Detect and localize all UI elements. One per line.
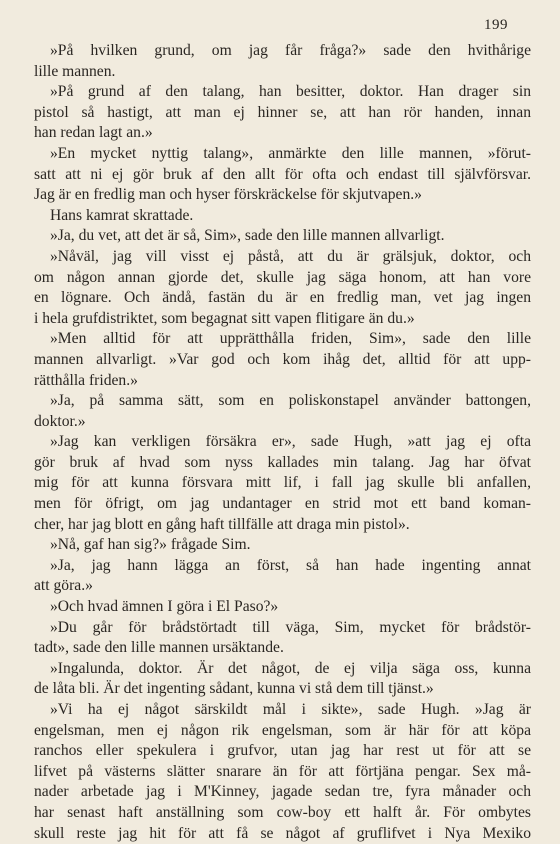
- text-line: gör bruk af hvad som nyss kallades min talang. Jag har öfvat: [34, 453, 531, 471]
- text-line: satt att ni ej gör bruk af den allt för ofta och endast till självförsvar.: [34, 165, 531, 183]
- text-line: »Jag kan verkligen försäkra er», sade Hugh, »att jag ej ofta: [50, 433, 531, 451]
- text-line: har senast haft anställning som cow-boy ett halft år. För ombytes: [34, 803, 531, 821]
- text-line: »Ja, jag hann lägga an först, så han hade ingenting annat: [50, 556, 531, 574]
- text-line: de låta bli. Är det ingenting sådant, kunna vi stå dem till tjänst.»: [34, 680, 434, 698]
- text-line: »Men alltid för att upprätthålla friden, Sim», sade den lille: [50, 330, 531, 348]
- text-line: nader arbetade jag i M'Kinney, jagade sedan tre, fyra månader och: [34, 783, 531, 801]
- text-line: »På grund af den talang, han besitter, doktor. Han drager sin: [50, 83, 531, 101]
- text-line: att göra.»: [34, 577, 93, 595]
- text-line: cher, har jag blott en gång haft tillfälle att draga min pistol».: [34, 515, 410, 533]
- text-line: »Ja, på samma sätt, som en poliskonstapel använder battongen,: [50, 392, 531, 410]
- text-line: Jag är en fredlig man och hyser förskräckelse för skjutvapen.»: [34, 186, 422, 204]
- text-line: »Och hvad ämnen I göra i El Paso?»: [50, 598, 279, 616]
- page-number: 199: [484, 17, 508, 33]
- text-line: mig för att kunna försvara mitt lif, i fall jag skulle bli anfallen,: [34, 474, 531, 492]
- text-line: men för öfrigt, om jag undantager en strid mot ett band koman-: [34, 495, 531, 513]
- text-line: »Ja, du vet, att det är så, Sim», sade den lille mannen allvarligt.: [50, 227, 445, 245]
- text-line: »Nå, gaf han sig?» frågade Sim.: [50, 536, 251, 554]
- body-text: [34, 41, 531, 844]
- text-line: pistol så hastigt, att man ej hinner se, att han rör handen, innan: [34, 103, 531, 121]
- text-line: tadt», sade den lille mannen ursäktande.: [34, 639, 284, 657]
- text-line: han redan lagt an.»: [34, 124, 153, 142]
- text-line: »Du går för brådstörtadt till väga, Sim, mycket för brådstör-: [50, 618, 531, 636]
- text-line: »På hvilken grund, om jag får fråga?» sade den hvithårige: [50, 42, 531, 59]
- text-line: om någon annan gjorde det, skulle jag säga honom, att han vore: [34, 268, 531, 286]
- text-line: skull reste jag hit för att få se något af gruflifvet i Nya Mexiko: [34, 824, 531, 842]
- text-line: engelsman, men ej någon rik engelsman, som är här för att köpa: [34, 721, 531, 739]
- text-line: mannen allvarligt. »Var god och kom ihåg det, alltid för att upp-: [34, 350, 531, 368]
- text-line: ranchos eller spekulera i grufvor, utan jag har rest ut för att se: [34, 742, 531, 760]
- text-line: lille mannen.: [34, 62, 116, 80]
- text-line: lifvet på västerns slätter snarare än för att förtjäna pengar. Sex må-: [34, 762, 531, 780]
- text-line: »Vi ha ej något särskildt mål i sikte», sade Hugh. »Jag är: [50, 701, 531, 718]
- text-line: en lögnare. Och ändå, fastän du är en fredlig man, vet jag ingen: [34, 289, 531, 307]
- text-line: Hans kamrat skrattade.: [50, 206, 194, 224]
- text-line: »En mycket nyttig talang», anmärkte den lille mannen, »förut-: [50, 144, 531, 162]
- text-line: »Nåväl, jag vill visst ej påstå, att du är grälsjuk, doktor, och: [50, 247, 531, 265]
- text-line: rätthålla friden.»: [34, 371, 138, 389]
- text-line: i hela grufdistriktet, som begagnat sitt vapen flitigare än du.»: [34, 309, 415, 327]
- text-line: »Ingalunda, doktor. Är det något, de ej vilja säga oss, kunna: [50, 659, 531, 677]
- text-line: doktor.»: [34, 412, 86, 430]
